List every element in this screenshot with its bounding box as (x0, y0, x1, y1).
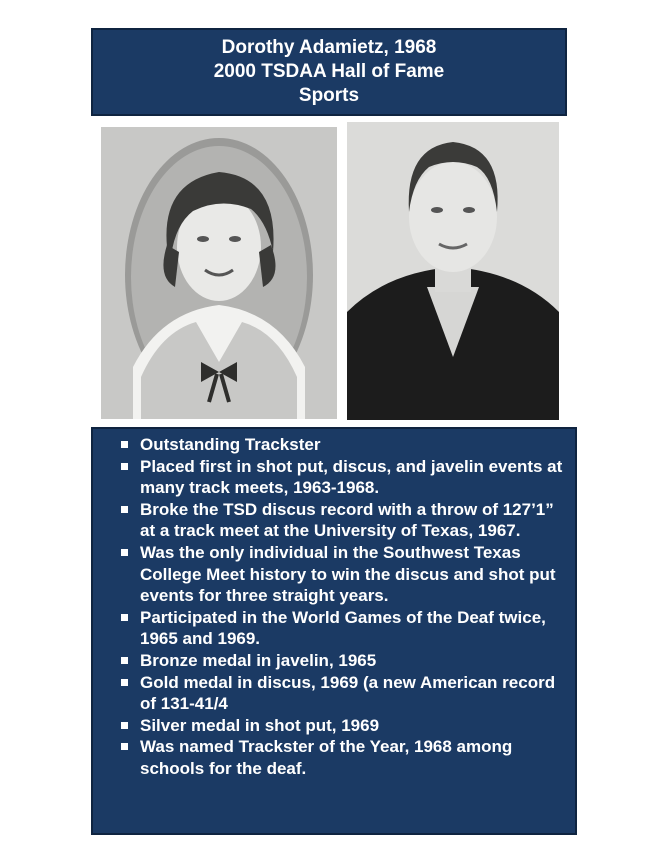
list-item: Placed first in shot put, discus, and javelin events at many track meets, 1963-1968. (93, 456, 565, 499)
title-honor: 2000 TSDAA Hall of Fame (213, 61, 445, 82)
list-item: Was the only individual in the Southwest Texas College Meet history to win the discus and shot put events for three straight years. (93, 542, 565, 607)
square-bullet-icon (121, 549, 128, 556)
yearbook-portrait-photo (101, 127, 337, 419)
list-item: Bronze medal in javelin, 1965 (93, 650, 565, 672)
list-item: Outstanding Trackster (93, 434, 565, 456)
title-name: Dorothy Adamietz, 1968 (221, 37, 437, 58)
list-item: Silver medal in shot put, 1969 (93, 715, 565, 737)
title-banner (91, 28, 567, 116)
square-bullet-icon (121, 614, 128, 621)
square-bullet-icon (121, 657, 128, 664)
square-bullet-icon (121, 679, 128, 686)
square-bullet-icon (121, 506, 128, 513)
square-bullet-icon (121, 441, 128, 448)
list-item: Was named Trackster of the Year, 1968 among schools for the deaf. (93, 736, 565, 779)
achievements-panel (91, 427, 577, 835)
list-item: Broke the TSD discus record with a throw of 127’1” at a track meet at the University of Texas, 1967. (93, 499, 565, 542)
square-bullet-icon (121, 722, 128, 729)
adult-portrait-photo (347, 122, 559, 420)
square-bullet-icon (121, 463, 128, 470)
list-item: Participated in the World Games of the Deaf twice, 1965 and 1969. (93, 607, 565, 650)
title-category: Sports (298, 85, 360, 106)
list-item: Gold medal in discus, 1969 (a new American record of 131-41/4 (93, 672, 565, 715)
square-bullet-icon (121, 743, 128, 750)
achievements-list (93, 434, 565, 780)
